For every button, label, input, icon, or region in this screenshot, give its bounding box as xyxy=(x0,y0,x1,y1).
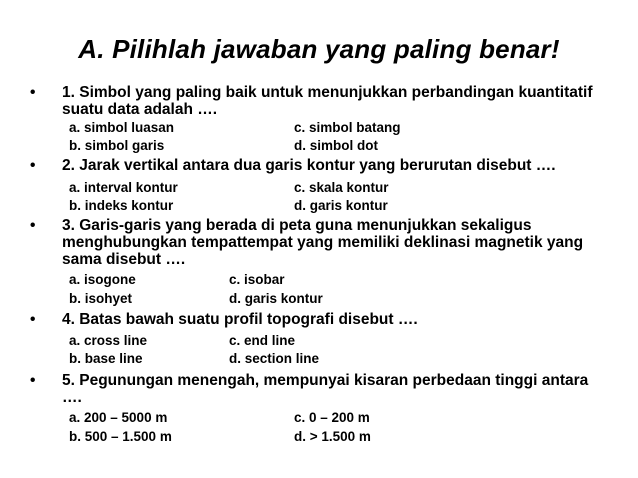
question-1-option-b: b. simbol garis xyxy=(69,138,165,153)
question-5-option-a: a. 200 – 5000 m xyxy=(69,410,168,425)
question-1 xyxy=(30,84,610,118)
question-1-option-d: d. simbol dot xyxy=(294,138,378,153)
question-3-option-a: a. isogone xyxy=(69,272,136,287)
question-3 xyxy=(30,217,610,268)
slide-title: A. Pilihlah jawaban yang paling benar! xyxy=(78,34,560,64)
question-2 xyxy=(30,157,610,174)
question-1-text: 1. Simbol yang paling baik untuk menunjukkan perbandingan kuantitatif suatu data adalah …. xyxy=(62,84,593,118)
bullet: • xyxy=(30,217,36,234)
question-4-option-c: c. end line xyxy=(229,333,296,348)
question-5-text: 5. Pegunungan menengah, mempunyai kisaran perbedaan tinggi antara …. xyxy=(62,372,589,406)
question-3-option-d: d. garis kontur xyxy=(229,291,323,306)
question-2-option-d: d. garis kontur xyxy=(294,198,388,213)
question-1-option-a: a. simbol luasan xyxy=(69,120,175,135)
question-5 xyxy=(30,372,610,406)
question-4-text: 4. Batas bawah suatu profil topografi disebut …. xyxy=(62,311,418,328)
question-4-option-d: d. section line xyxy=(229,351,320,366)
question-5-option-d: d. > 1.500 m xyxy=(294,429,371,444)
question-2-text: 2. Jarak vertikal antara dua garis kontur yang berurutan disebut …. xyxy=(62,157,556,174)
question-4-option-a: a. cross line xyxy=(69,333,148,348)
question-4 xyxy=(30,311,610,328)
bullet: • xyxy=(30,372,36,389)
bullet: • xyxy=(30,84,36,101)
bullet: • xyxy=(30,157,36,174)
bullet: • xyxy=(30,311,36,328)
question-2-option-b: b. indeks kontur xyxy=(69,198,174,213)
question-3-option-b: b. isohyet xyxy=(69,291,133,306)
question-2-option-a: a. interval kontur xyxy=(69,180,178,195)
question-1-option-c: c. simbol batang xyxy=(294,120,401,135)
question-5-option-b: b. 500 – 1.500 m xyxy=(69,429,172,444)
question-4-option-b: b. base line xyxy=(69,351,143,366)
question-5-option-c: c. 0 – 200 m xyxy=(294,410,370,425)
question-3-option-c: c. isobar xyxy=(229,272,285,287)
question-3-text: 3. Garis-garis yang berada di peta guna menunjukkan sekaligus menghubungkan tempattempat yang memiliki deklinasi magnetik yang sama disebut …. xyxy=(62,217,584,268)
question-2-option-c: c. skala kontur xyxy=(294,180,389,195)
